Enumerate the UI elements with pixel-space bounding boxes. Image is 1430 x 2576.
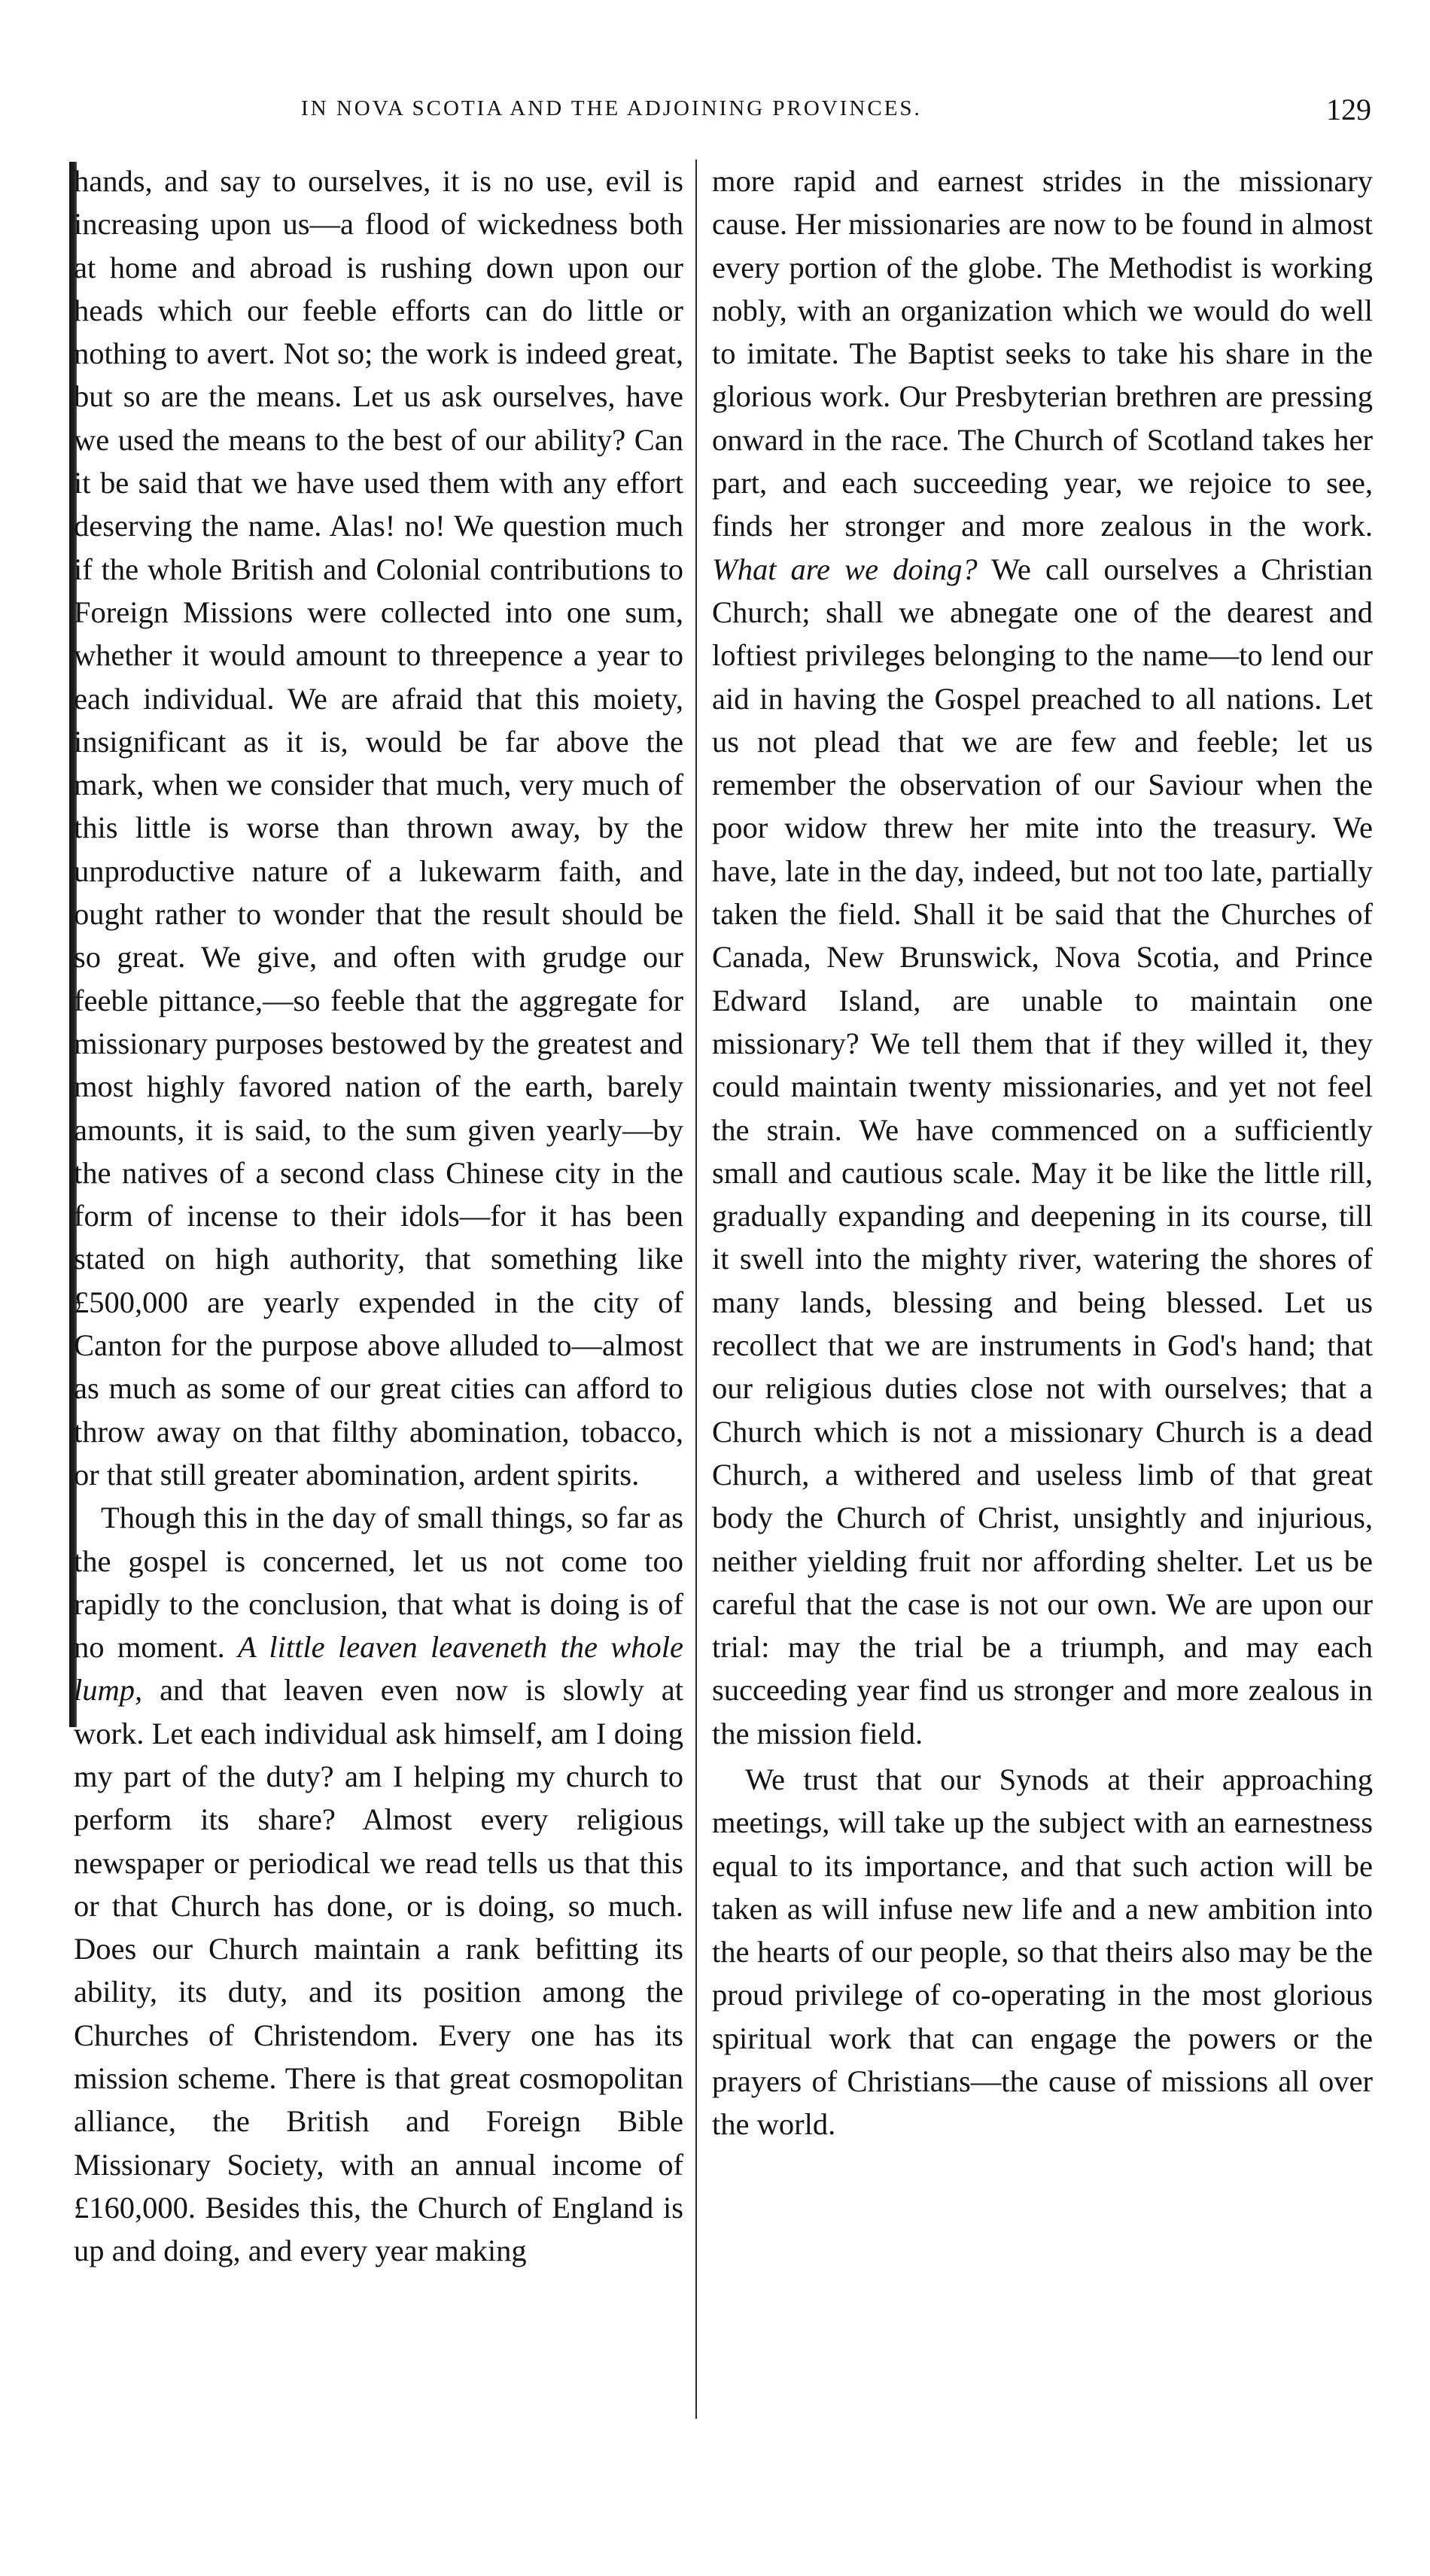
page-number: 129	[1326, 93, 1371, 126]
right-paragraph-1-start: more rapid and earnest strides in the missionary cause. Her missionaries are now to be found in almost every portion of the globe. The Methodist is working nobly, with an organization which we would do well to imitate. The Baptist seeks to take his share in the glorious work. Our Presbyterian brethren are pressing onward in the race. The Church of Scotland takes her part, and each succeeding year, we rejoice to see, finds her stronger and more zealous in the work.	[712, 164, 1373, 543]
left-paragraph-2-end: and that leaven even now is slowly at work. Let each individual ask himself, am I doing my part of the duty? am I helping my church to perform its share? Almost every religious newspaper or periodical we read tells us that this or that Church has done, or is doing, so much. Does our Church maintain a rank befitting its ability, its duty, and its position among the Churches of Christendom. Every one has its mission scheme. There is that great cosmopolitan alliance, the British and Foreign Bible Missionary Society, with an annual income of £160,000. Besides this, the Church of England is up and doing, and every year making	[74, 1673, 684, 2268]
left-paragraph-1: hands, and say to ourselves, it is no use, evil is increasing upon us—a flood of wickedness both at home and abroad is rushing down upon our heads which our feeble efforts can do little or nothing to avert. Not so; the work is indeed great, but so are the means. Let us ask ourselves, have we used the means to the best of our ability? Can it be said that we have used them with any effort deserving the name. Alas! no! We question much if the whole British and Colonial contributions to Foreign Missions were collected into one sum, whether it would amount to threepence a year to each individual. We are afraid that this moiety, insignificant as it is, would be far above the mark, when we consider that much, very much of this little is worse than thrown away, by the unproductive nature of a lukewarm faith, and ought rather to wonder that the result should be so great. We give, and often with grudge our feeble pittance,—so feeble that the aggregate for missionary purposes bestowed by the greatest and most highly favored nation of the earth, barely amounts, it is said, to the sum given yearly—by the natives of a second class Chinese city in the form of incense to their idols—for it has been stated on high authority, that something like £500,000 are yearly expended in the city of Canton for the purpose above alluded to—almost as much as some of our great cities can afford to throw away on that filthy abomination, tobacco, or that still greater abomination, ardent spirits.	[74, 164, 683, 1492]
left-paragraph-2-italic: A little leaven leaveneth the whole lump,	[74, 1630, 684, 1708]
running-head	[0, 93, 1430, 141]
right-paragraph-2: We trust that our Synods at their approaching meetings, will take up the subject with an earnestness equal to its importance, and that such action will be taken as will infuse new life and a new ambition into the hearts of our people, so that theirs also may be the proud privilege of co-operating in the most glorious spiritual work that can engage the powers or the prayers of Christians—the cause of missions all over the world.	[712, 1762, 1373, 2142]
left-paragraph-2	[74, 1496, 683, 2272]
right-paragraph-1-italic: What are we doing?	[712, 552, 978, 586]
running-title: IN NOVA SCOTIA AND THE ADJOINING PROVINCES.	[301, 96, 922, 120]
left-column	[74, 160, 683, 2273]
right-paragraph-1	[712, 160, 1373, 1755]
right-column	[712, 160, 1373, 2146]
right-paragraph-1-end: We call ourselves a Christian Church; shall we abnegate one of the dearest and loftiest privileges belonging to the name—to lend our aid in having the Gospel preached to all nations. Let us not plead that we are few and feeble; let us remember the observation of our Saviour when the poor widow threw her mite into the treasury. We have, late in the day, indeed, but not too late, partially taken the field. Shall it be said that the Churches of Canada, New Brunswick, Nova Scotia, and Prince Edward Island, are unable to maintain one missionary? We tell them that if they willed it, they could maintain twenty missionaries, and yet not feel the strain. We have commenced on a sufficiently small and cautious scale. May it be like the little rill, gradually expanding and deepening in its course, till it swell into the mighty river, watering the shores of many lands, blessing and being blessed. Let us recollect that we are instruments in God's hand; that our religious duties close not with ourselves; that a Church which is not a missionary Church is a dead Church, a withered and useless limb of that great body the Church of Christ, unsightly and injurious, neither yielding fruit nor affording shelter. Let us be careful that the case is not our own. We are upon our trial: may the trial be a triumph, and may each succeeding year find us stronger and more zealous in the mission field.	[712, 552, 1373, 1750]
left-paragraph-2-start: Though this in the day of small things, so far as the gospel is concerned, let us not come too rapidly to the conclusion, that what is doing is of no moment.	[74, 1501, 683, 1665]
column-rule	[695, 160, 697, 2419]
